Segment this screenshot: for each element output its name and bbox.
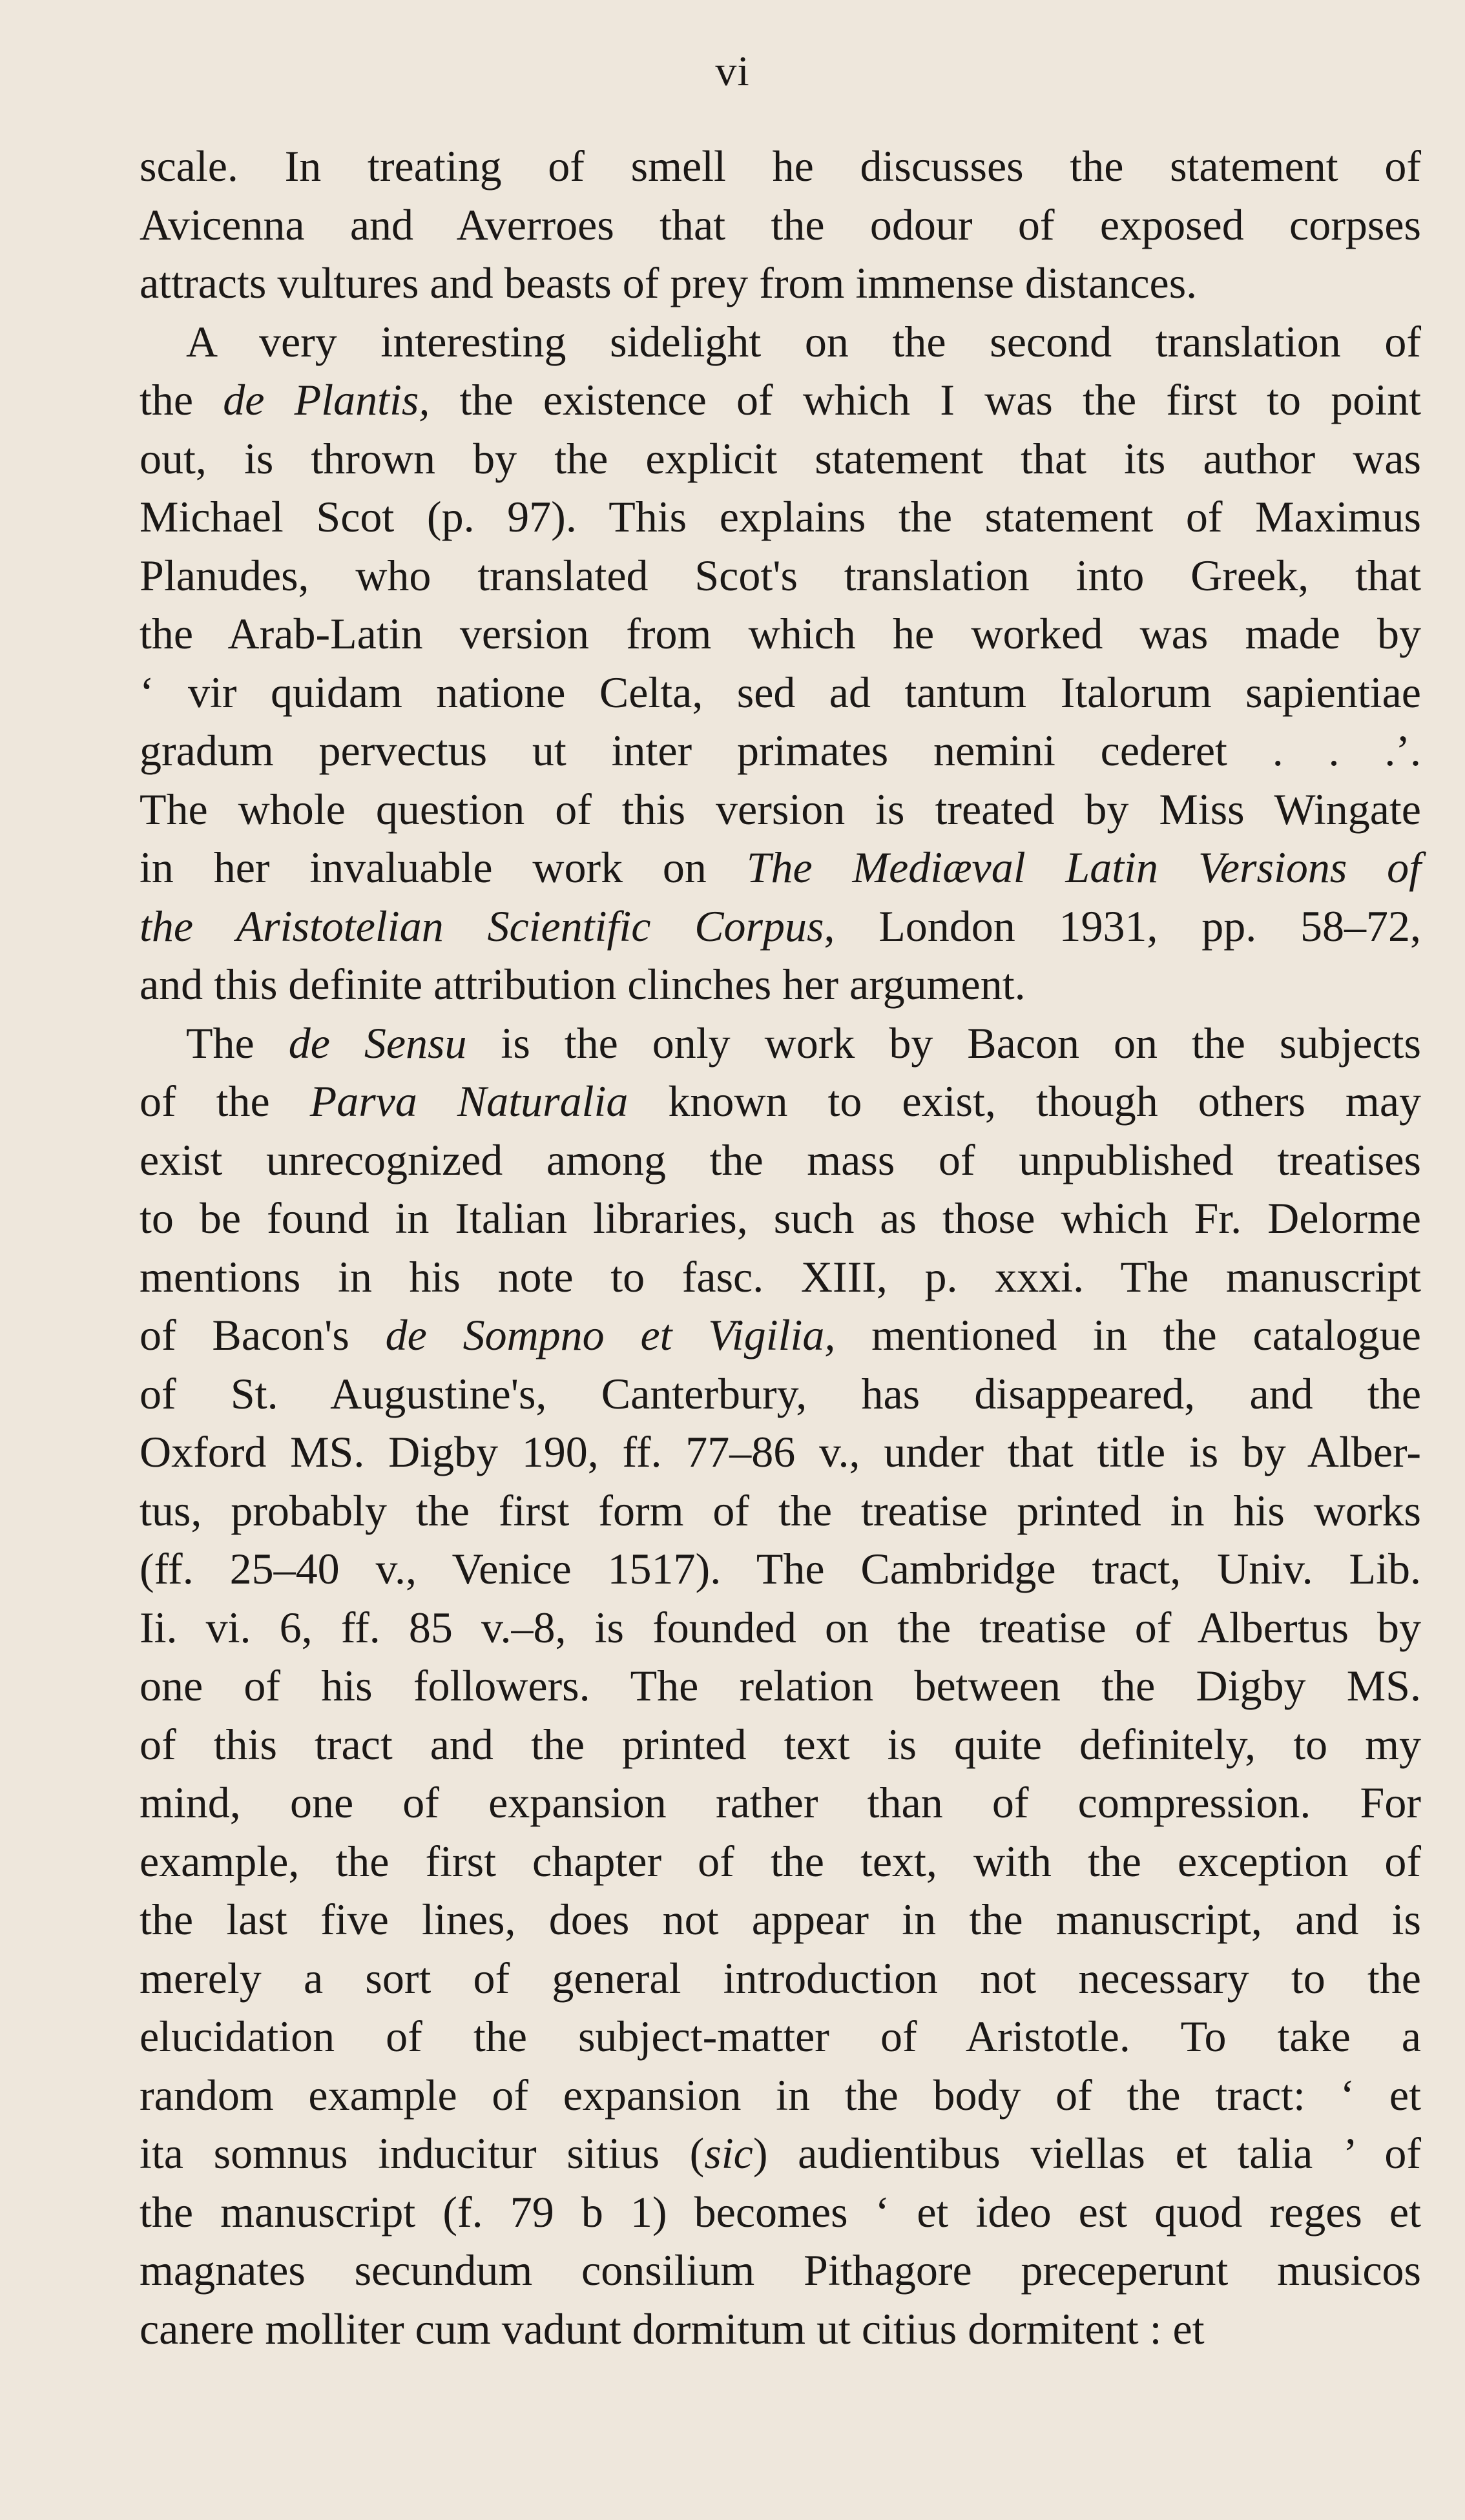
text-run: , London 1931, pp. 58–72, [824,901,1421,951]
text-line [140,1482,1421,1540]
text-line [140,254,1421,313]
text-run: The [186,1018,289,1068]
text-line [140,371,1421,429]
text-line [140,2007,1421,2066]
text-line [140,1890,1421,1949]
text-line [140,137,1421,196]
paragraph [140,137,1421,313]
text-line [140,1189,1421,1248]
text-line [140,1072,1421,1131]
text-line [140,1540,1421,1598]
text-line [140,604,1421,663]
text-run: scale. In treating of smell he discusses the statement of [140,141,1421,191]
italic-text: the Aristotelian Scientific Corpus [140,901,824,951]
text-line [140,196,1421,254]
text-line [140,838,1421,897]
text-line [140,663,1421,722]
italic-text: de Sompno et Vigilia, [385,1310,836,1359]
text-run: mentions in his note to fasc. XIII, p. xxxi. The manuscript [140,1252,1421,1301]
text-run: out, is thrown by the explicit statement that its author was [140,433,1421,483]
text-run: of Bacon's [140,1310,386,1359]
text-run: random example of expansion in the body of the tract: ‘ et [140,2070,1421,2120]
text-run: (ff. 25–40 v., Venice 1517). The Cambridge tract, Univ. Lib. [140,1544,1421,1593]
text-line [140,1598,1421,1657]
text-run: the [140,375,223,424]
text-run: of St. Augustine's, Canterbury, has disappeared, and the [140,1368,1421,1418]
text-run: merely a sort of general introduction not necessary to the [140,1953,1421,2003]
text-line [140,1131,1421,1190]
text-run: canere molliter cum vadunt dormitum ut citius dormitent : et [140,2304,1205,2353]
text-line [140,2300,1421,2359]
text-line [140,1248,1421,1306]
italic-text: de Plantis, [223,375,430,424]
text-run: Oxford MS. Digby 190, ff. 77–86 v., under that title is by Alber- [140,1427,1421,1476]
text-run: tus, probably the first form of the treatise printed in his works [140,1485,1421,1535]
text-run: A very interesting sidelight on the second translation of [186,316,1421,366]
text-run: Planudes, who translated Scot's translation into Greek, that [140,550,1421,600]
text-run: the Arab-Latin version from which he worked was made by [140,609,1421,658]
text-run: the existence of which I was the first to point [430,375,1422,424]
text-line [140,1832,1421,1891]
text-line [140,1014,1421,1073]
page-number: vi [715,48,750,95]
text-run: mentioned in the catalogue [835,1310,1421,1359]
text-line [140,2066,1421,2125]
text-run: example, the first chapter of the text, with the exception of [140,1836,1421,1886]
text-line [140,488,1421,546]
text-line [140,1423,1421,1482]
text-line [140,313,1421,371]
text-line [140,780,1421,839]
italic-text: Parva Naturalia [309,1077,629,1126]
text-run: in her invaluable work on [140,843,747,892]
text-run: of the [140,1077,310,1126]
text-line [140,1306,1421,1365]
text-line [140,429,1421,488]
text-run: the last five lines, does not appear in the manuscript, and is [140,1895,1421,1944]
text-line [140,2241,1421,2300]
text-line [140,1773,1421,1832]
text-run: exist unrecognized among the mass of unpublished treatises [140,1135,1421,1184]
text-run: known to exist, though others may [628,1077,1422,1126]
text-run: attracts vultures and beasts of prey from immense distances. [140,258,1198,307]
text-run: ita somnus inducitur sitius ( [140,2129,705,2178]
text-line [140,955,1421,1014]
text-run: to be found in Italian libraries, such as those which Fr. Delorme [140,1193,1421,1243]
text-line [140,1365,1421,1423]
text-run: Avicenna and Averroes that the odour of exposed corpses [140,200,1421,249]
text-run: mind, one of expansion rather than of compression. For [140,1778,1421,1827]
italic-text: The Mediæval Latin Versions of [746,843,1421,892]
text-run: and this definite attribution clinches her argument. [140,960,1026,1009]
text-run: of this tract and the printed text is quite definitely, to my [140,1719,1421,1769]
text-run: one of his followers. The relation between the Digby MS. [140,1661,1421,1710]
text-run: ) audientibus viellas et talia ’ of [753,2129,1421,2178]
text-run: Ii. vi. 6, ff. 85 v.–8, is founded on the treatise of Albertus by [140,1602,1421,1652]
text-line [140,1657,1421,1715]
paragraph [140,313,1421,1014]
text-run: gradum pervectus ut inter primates nemini cederet . . .’. [140,726,1421,775]
text-line [140,1949,1421,2008]
text-line [140,546,1421,605]
italic-text: de Sensu [288,1018,467,1068]
text-run: elucidation of the subject-matter of Aristotle. To take a [140,2012,1421,2061]
text-line [140,1715,1421,1774]
paragraph [140,1014,1421,2359]
italic-text: sic [704,2129,753,2178]
text-line [140,721,1421,780]
text-run: the manuscript (f. 79 b 1) becomes ‘ et ideo est quod reges et [140,2187,1421,2236]
text-run: magnates secundum consilium Pithagore preceperunt musicos [140,2246,1421,2295]
text-line [140,2183,1421,2242]
body-text [140,137,1421,2358]
text-line [140,897,1421,956]
text-run: Michael Scot (p. 97). This explains the statement of Maximus [140,492,1421,541]
text-run: The whole question of this version is treated by Miss Wingate [140,784,1421,834]
text-run: ‘ vir quidam natione Celta, sed ad tantum Italorum sapientiae [140,667,1421,717]
text-line [140,2124,1421,2183]
text-run: is the only work by Bacon on the subjects [466,1018,1422,1068]
